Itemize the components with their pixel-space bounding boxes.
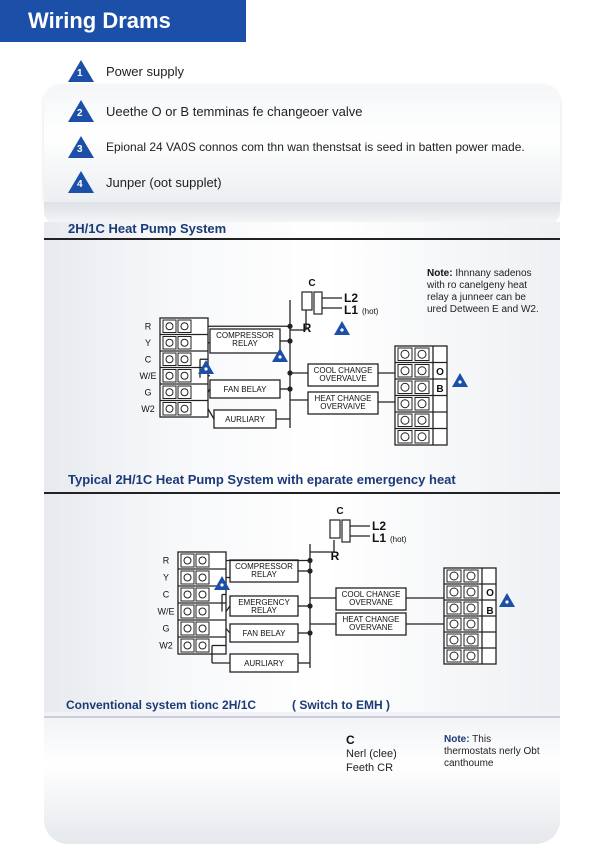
- legend-text: Epional 24 VA0S connos com thn wan thenstsat is seed in batten power made.: [106, 140, 525, 154]
- legend-text: Power supply: [106, 63, 185, 79]
- s1-heat-changeover-valve-label: OVERVAIVE: [320, 402, 366, 411]
- legend-text: Ueethe O or B temminas fe changeoer valve: [106, 103, 363, 119]
- s1-heat-changeover-valve-label: HEAT CHANGE: [314, 394, 372, 403]
- s1-supply-l1-suffix: (hot): [362, 307, 379, 316]
- s1-auxiliary-relay-label: AURLIARY: [225, 415, 265, 424]
- s1-supply-fuse-icon: [302, 292, 312, 310]
- s2-supply-l2-label: L2: [372, 519, 387, 533]
- s1-supply-r-label: R: [302, 321, 312, 335]
- s2-b-label: B: [486, 606, 494, 617]
- s1-cool-changeover-valve-label: COOL CHANGE: [313, 366, 373, 375]
- triangle-marker-dot: [204, 367, 207, 370]
- s2-compressor-relay-label: RELAY: [251, 570, 277, 579]
- s1-supply-l1-label: L1: [344, 303, 359, 317]
- terminal-label-w2: W2: [141, 403, 155, 414]
- s1-compressor-relay-label: COMPRESSOR: [216, 331, 274, 340]
- junction-dot: [287, 386, 292, 391]
- note-label: Note:: [427, 268, 453, 279]
- terminal-label-c: C: [144, 354, 152, 365]
- page-title: Wiring Drams: [28, 8, 171, 33]
- note-label: Note:: [444, 734, 470, 745]
- section3-c-line1: Nerl (clee): [346, 748, 397, 760]
- s1-fan-relay-label: FAN BELAY: [223, 385, 267, 394]
- terminal-label-w-e: W/E: [139, 370, 157, 381]
- triangle-marker-dot: [278, 355, 281, 358]
- junction-dot: [287, 324, 292, 329]
- note-text: thermostats nerly Obt canthoume: [444, 746, 540, 769]
- s1-o-label: O: [436, 367, 444, 378]
- junction-dot: [307, 558, 312, 563]
- terminal-label-c: C: [162, 589, 170, 600]
- terminal-label-w2: W2: [159, 640, 173, 651]
- s1-b-label: B: [436, 384, 444, 395]
- s2-supply-fuse-icon: [342, 520, 350, 542]
- s1-marker-1-icon: [334, 321, 350, 335]
- s2-supply-c-label: C: [336, 506, 344, 517]
- s1-marker-4-icon: [452, 373, 468, 387]
- section3-switch-note: ( Switch to EMH ): [292, 698, 390, 712]
- terminal-label-r: R: [144, 321, 152, 332]
- s2-supply-l1-suffix: (hot): [390, 535, 407, 544]
- s1-compressor-relay-label: RELAY: [232, 339, 258, 348]
- s1-supply-c-label: C: [308, 278, 316, 289]
- section3-title: Conventional system tionc 2H/1C: [66, 698, 257, 712]
- terminal-label-g: G: [144, 387, 152, 398]
- triangle-marker-icon: 3: [68, 136, 94, 158]
- triangle-marker-icon: 2: [68, 100, 94, 122]
- section3-c-line2: Feeth CR: [346, 762, 394, 774]
- junction-dot: [307, 603, 312, 608]
- s2-emergency-relay-label: RELAY: [251, 606, 277, 615]
- triangle-marker-dot: [505, 600, 508, 603]
- note-first-word: This: [472, 734, 492, 745]
- junction-dot: [287, 338, 292, 343]
- terminal-label-y: Y: [162, 572, 170, 583]
- junction-dot: [307, 568, 312, 573]
- terminal-label-w-e: W/E: [157, 606, 175, 617]
- s2-supply-r-label: R: [330, 549, 340, 563]
- terminal-label-g: G: [162, 623, 170, 634]
- triangle-marker-icon: 1: [68, 60, 94, 82]
- s2-marker-4-icon: [499, 593, 515, 607]
- s2-compressor-relay-label: COMPRESSOR: [235, 562, 293, 571]
- s1-supply-l2-label: L2: [344, 291, 359, 305]
- s2-o-label: O: [486, 588, 494, 599]
- s2-heat-changeover-valve-label: HEAT CHANGE: [342, 615, 400, 624]
- legend-text: Junper (oot supplet): [106, 174, 222, 190]
- section1-title: 2H/1C Heat Pump System: [68, 221, 227, 236]
- c-terminal-label: C: [346, 733, 355, 747]
- triangle-marker-dot: [458, 380, 461, 383]
- wire: [208, 409, 214, 419]
- note-text: Ihnnany sadenos with ro canelgeny heat relay a junneer can be ured Detween E and W2.: [427, 268, 539, 315]
- s2-supply-l1-label: L1: [372, 531, 387, 545]
- s1-cool-changeover-valve-label: OVERVALVE: [319, 374, 367, 383]
- junction-dot: [307, 630, 312, 635]
- triangle-marker-icon: 4: [68, 171, 94, 193]
- s2-supply-fuse-icon: [330, 520, 340, 538]
- terminal-label-r: R: [162, 555, 170, 566]
- s2-heat-changeover-valve-label: OVERVANE: [349, 623, 393, 632]
- s2-cool-changeover-valve-label: COOL CHANGE: [341, 590, 401, 599]
- triangle-marker-dot: [340, 328, 343, 331]
- s2-cool-changeover-valve-label: OVERVANE: [349, 598, 393, 607]
- s1-supply-fuse-icon: [314, 292, 322, 314]
- terminal-label-y: Y: [144, 337, 152, 348]
- s2-auxiliary-relay-label: AURLIARY: [244, 659, 284, 668]
- s2-fan-relay-label: FAN BELAY: [242, 629, 286, 638]
- section2-title: Typical 2H/1C Heat Pump System with eparate emergency heat: [68, 472, 456, 487]
- s2-emergency-relay-label: EMERGENCY: [238, 598, 290, 607]
- triangle-marker-dot: [220, 583, 223, 586]
